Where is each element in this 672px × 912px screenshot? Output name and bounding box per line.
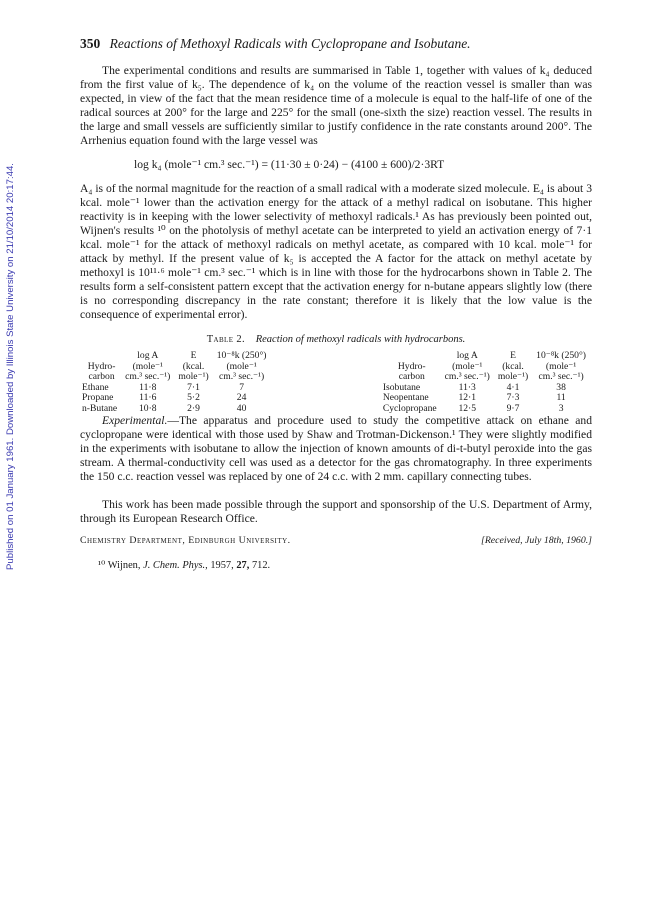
column-header-log-a: log A (mole⁻¹ cm.³ sec.⁻¹) bbox=[444, 350, 490, 382]
column-header-hydrocarbon: Hydro- carbon bbox=[87, 360, 116, 382]
paragraph-experimental bbox=[80, 414, 592, 484]
column-header-e: E (kcal. mole⁻¹) bbox=[497, 350, 529, 382]
column-header-log-a: log A (mole⁻¹ cm.³ sec.⁻¹) bbox=[125, 350, 171, 382]
footnote-author: Wijnen, bbox=[107, 560, 141, 571]
table-cell: 11·6 bbox=[139, 392, 157, 403]
hydrocarbon-table-right bbox=[383, 351, 590, 414]
arrhenius-equation: log k₄ (mole⁻¹ cm.³ sec.⁻¹) = (11·30 ± 0·24) − (4100 ± 600)/2·3RT bbox=[134, 158, 445, 171]
paragraph-acknowledgement: This work has been made possible through the support and sponsorship of the U.S. Department of Army, through its European Research Office. bbox=[80, 498, 592, 525]
footnote-reference bbox=[80, 559, 592, 571]
paragraph-results: The experimental conditions and results are summarised in Table 1, together with values of k₄ deduced from the first value of k₅. The dependence of k₄ on the volume of the reaction vessel is smaller than was expected, in view of the fact that the mean residence time of a molecule is equal to the half-life of one of the radical sources at 200° for the large and 225° for the small (one-sixth the size) reaction vessel. The results in the large and small vessels are sufficiently similar to justify confidence in the rate constants around 200°. The Arrhenius equation found with the large vessel was bbox=[80, 64, 592, 147]
table-cell: 3 bbox=[558, 402, 564, 414]
table-cell: Cyclopropane bbox=[382, 402, 437, 414]
table-cell: Propane bbox=[82, 392, 114, 403]
running-header bbox=[80, 36, 592, 52]
table-row bbox=[383, 393, 590, 404]
table-cell: 7·1 bbox=[187, 381, 200, 393]
section-gap bbox=[80, 484, 592, 498]
table-cell: Isobutane bbox=[382, 381, 421, 393]
table-cell: Ethane bbox=[82, 381, 109, 393]
footnote-marker: ¹⁰ bbox=[98, 560, 106, 571]
table-label: Table 2. bbox=[206, 334, 246, 345]
table-cell: n-Butane bbox=[82, 402, 118, 414]
table-caption bbox=[80, 334, 592, 345]
running-title: Reactions of Methoxyl Radicals with Cyclopropane and Isobutane. bbox=[109, 36, 471, 51]
table-cell: 7 bbox=[239, 381, 244, 393]
table-header-row bbox=[82, 351, 271, 383]
column-header-e: E (kcal. mole⁻¹) bbox=[178, 350, 209, 382]
hydrocarbon-table bbox=[82, 351, 590, 414]
received-date: [Received, July 18th, 1960.] bbox=[481, 535, 592, 546]
column-header-rate-constant: 10⁻⁸k (250°) (mole⁻¹ cm.³ sec.⁻¹) bbox=[536, 350, 586, 382]
table-cell: 24 bbox=[236, 392, 247, 403]
footnote-page: 712. bbox=[251, 560, 271, 571]
table-cell: 12·1 bbox=[458, 392, 477, 403]
table-cell: 4·1 bbox=[506, 381, 520, 393]
table-cell: 11·8 bbox=[139, 381, 157, 393]
table-cell: 38 bbox=[556, 381, 566, 393]
experimental-text: —The apparatus and procedure used to study the competitive attack on ethane and cyclopropane were identical with those used by Shaw and Trotman-Dickenson.¹ They were slightly modified in the experiments with isobutane to allow the injection of known amounts of di-t-butyl peroxide into the gas stream. A thermal-conductivity cell was used as a detector for the gas chromatography. In three experiments the 150 c.c. reaction vessel was replaced by one of 24 c.c. with 2 mm. capillary connecting tubes. bbox=[80, 414, 592, 483]
table-cell: Neopentane bbox=[382, 392, 429, 403]
footnote-journal: J. Chem. Phys., bbox=[143, 560, 208, 571]
publication-watermark bbox=[5, 150, 17, 570]
table-row bbox=[82, 404, 271, 415]
footnote-volume: 27, bbox=[236, 560, 250, 571]
table-header-row bbox=[383, 351, 590, 383]
department-name: Chemistry Department, Edinburgh University. bbox=[80, 535, 291, 546]
column-header-rate-constant: 10⁻⁸k (250°) (mole⁻¹ cm.³ sec.⁻¹) bbox=[216, 350, 267, 382]
table-cell: 2·9 bbox=[187, 402, 200, 414]
table-title: Reaction of methoxyl radicals with hydrocarbons. bbox=[255, 334, 466, 345]
table-cell: 7·3 bbox=[506, 392, 520, 403]
footnote-year: 1957, bbox=[210, 560, 234, 571]
table-cell: 9·7 bbox=[506, 402, 520, 414]
table-cell: 11·3 bbox=[458, 381, 476, 393]
table-row bbox=[82, 393, 271, 404]
publication-watermark-text: Published on 01 January 1961. Downloaded by Illinois State University on 21/10/2014 20:17:44. bbox=[5, 163, 16, 570]
table-cell: 10·8 bbox=[138, 402, 157, 414]
paragraph-discussion: A₄ is of the normal magnitude for the reaction of a small radical with a moderate sized molecule. E₄ is about 3 kcal. mole⁻¹ lower than the activation energy for the attack of a methyl radical on isobutane. This higher reactivity is in keeping with the lower selectivity of methoxyl radicals.¹ As has previously been pointed out, Wijnen's results ¹⁰ on the photolysis of methyl acetate can be interpreted to yield an activation energy of 7·1 kcal. mole⁻¹ for the attack of methoxyl radicals on methyl acetate, as compared with 10 kcal. mole⁻¹ for attack by methyl. If the present value of k₅ is accepted the A factor for the attack on methyl acetate by methoxyl is 10¹¹·⁶ mole⁻¹ cm.³ sec.⁻¹ which is in line with those for the hydrocarbons shown in Table 2. The results form a self-consistent pattern except that the activation energy for n-butane appears slightly low (there is no corresponding discrepancy in the rate constant; therefore it is likely that the low value is the consequence of experimental error). bbox=[80, 182, 592, 321]
page-number: 350 bbox=[80, 36, 101, 51]
table-cell: 11 bbox=[556, 392, 566, 403]
paper-page bbox=[80, 36, 592, 571]
column-header-hydrocarbon: Hydro- carbon bbox=[397, 360, 426, 382]
table-cell: 5·2 bbox=[187, 392, 200, 403]
table-row bbox=[383, 404, 590, 415]
affiliation-line bbox=[80, 535, 592, 546]
experimental-heading: Experimental. bbox=[102, 414, 168, 427]
table-cell: 40 bbox=[236, 402, 247, 414]
hydrocarbon-table-left bbox=[82, 351, 271, 414]
table-cell: 12·5 bbox=[458, 402, 477, 414]
